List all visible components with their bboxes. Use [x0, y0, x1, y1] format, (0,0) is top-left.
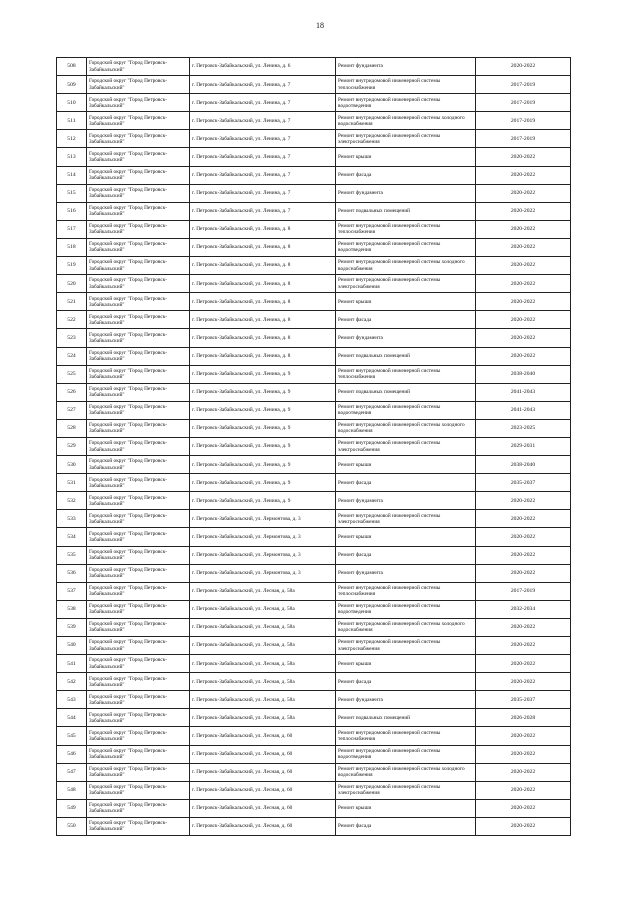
table-row — [57, 564, 571, 582]
municipality-cell: Городской округ "Город Петровск-Забайкальский" — [87, 202, 190, 220]
table-row — [57, 166, 571, 184]
work-type-cell: Ремонт фасада — [336, 474, 476, 492]
municipality-cell: Городской округ "Город Петровск-Забайкальский" — [87, 618, 190, 636]
row-number: 539 — [57, 618, 87, 636]
row-number: 548 — [57, 781, 87, 799]
address-cell: г. Петровск-Забайкальский, ул. Ленина, д. 7 — [190, 184, 336, 202]
work-type-cell: Ремонт фундамента — [336, 184, 476, 202]
work-type-cell: Ремонт внутридомовой инженерной системы теплоснабжения — [336, 76, 476, 94]
period-cell: 2029-2031 — [476, 437, 571, 455]
municipality-cell: Городской округ "Город Петровск-Забайкальский" — [87, 329, 190, 347]
table-row — [57, 655, 571, 673]
address-cell: г. Петровск-Забайкальский, ул. Ленина, д. 8 — [190, 311, 336, 329]
table-row — [57, 745, 571, 763]
municipality-cell: Городской округ "Город Петровск-Забайкальский" — [87, 238, 190, 256]
row-number: 541 — [57, 655, 87, 673]
table-row — [57, 546, 571, 564]
work-type-cell: Ремонт внутридомовой инженерной системы холодного водоснабжения — [336, 763, 476, 781]
address-cell: г. Петровск-Забайкальский, ул. Лесная, д. 60 — [190, 781, 336, 799]
address-cell: г. Петровск-Забайкальский, ул. Лесная, д. 58а — [190, 673, 336, 691]
work-type-cell: Ремонт внутридомовой инженерной системы холодного водоснабжения — [336, 419, 476, 437]
period-cell: 2017-2019 — [476, 94, 571, 112]
municipality-cell: Городской округ "Город Петровск-Забайкальский" — [87, 94, 190, 112]
row-number: 535 — [57, 546, 87, 564]
address-cell: г. Петровск-Забайкальский, ул. Ленина, д. 7 — [190, 112, 336, 130]
work-type-cell: Ремонт подвальных помещений — [336, 383, 476, 401]
municipality-cell: Городской округ "Город Петровск-Забайкальский" — [87, 257, 190, 275]
page-number: 18 — [316, 21, 324, 30]
table-row — [57, 600, 571, 618]
municipality-cell: Городской округ "Город Петровск-Забайкальский" — [87, 799, 190, 817]
municipality-cell: Городской округ "Город Петровск-Забайкальский" — [87, 293, 190, 311]
address-cell: г. Петровск-Забайкальский, ул. Лермонтова, д. 3 — [190, 564, 336, 582]
period-cell: 2041-2043 — [476, 401, 571, 419]
period-cell: 2020-2022 — [476, 618, 571, 636]
row-number: 537 — [57, 582, 87, 600]
period-cell: 2017-2019 — [476, 112, 571, 130]
row-number: 519 — [57, 257, 87, 275]
table-row — [57, 329, 571, 347]
period-cell: 2020-2022 — [476, 293, 571, 311]
municipality-cell: Городской округ "Город Петровск-Забайкальский" — [87, 781, 190, 799]
work-type-cell: Ремонт внутридомовой инженерной системы теплоснабжения — [336, 220, 476, 238]
work-type-cell: Ремонт внутридомовой инженерной системы водоотведения — [336, 238, 476, 256]
work-type-cell: Ремонт фундамента — [336, 564, 476, 582]
row-number: 508 — [57, 58, 87, 76]
address-cell: г. Петровск-Забайкальский, ул. Ленина, д. 6 — [190, 58, 336, 76]
period-cell: 2020-2022 — [476, 220, 571, 238]
row-number: 538 — [57, 600, 87, 618]
row-number: 514 — [57, 166, 87, 184]
table-row — [57, 582, 571, 600]
address-cell: г. Петровск-Забайкальский, ул. Лесная, д. 58а — [190, 600, 336, 618]
address-cell: г. Петровск-Забайкальский, ул. Ленина, д. 7 — [190, 202, 336, 220]
municipality-cell: Городской округ "Город Петровск-Забайкальский" — [87, 148, 190, 166]
address-cell: г. Петровск-Забайкальский, ул. Лесная, д. 60 — [190, 727, 336, 745]
period-cell: 2020-2022 — [476, 329, 571, 347]
address-cell: г. Петровск-Забайкальский, ул. Ленина, д. 7 — [190, 148, 336, 166]
row-number: 517 — [57, 220, 87, 238]
municipality-cell: Городской округ "Город Петровск-Забайкальский" — [87, 220, 190, 238]
table-row — [57, 727, 571, 745]
table-row — [57, 618, 571, 636]
row-number: 547 — [57, 763, 87, 781]
address-cell: г. Петровск-Забайкальский, ул. Ленина, д. 8 — [190, 257, 336, 275]
row-number: 532 — [57, 492, 87, 510]
address-cell: г. Петровск-Забайкальский, ул. Лесная, д. 58а — [190, 618, 336, 636]
table-row — [57, 763, 571, 781]
row-number: 511 — [57, 112, 87, 130]
work-type-cell: Ремонт внутридомовой инженерной системы водоотведения — [336, 745, 476, 763]
row-number: 530 — [57, 456, 87, 474]
municipality-cell: Городской округ "Город Петровск-Забайкальский" — [87, 275, 190, 293]
period-cell: 2020-2022 — [476, 817, 571, 835]
period-cell: 2038-2040 — [476, 456, 571, 474]
municipality-cell: Городской округ "Город Петровск-Забайкальский" — [87, 184, 190, 202]
row-number: 520 — [57, 275, 87, 293]
work-type-cell: Ремонт крыши — [336, 528, 476, 546]
municipality-cell: Городской округ "Город Петровск-Забайкальский" — [87, 437, 190, 455]
work-type-cell: Ремонт фасада — [336, 817, 476, 835]
address-cell: г. Петровск-Забайкальский, ул. Лесная, д. 58а — [190, 637, 336, 655]
work-type-cell: Ремонт внутридомовой инженерной системы электроснабжения — [336, 781, 476, 799]
municipality-cell: Городской округ "Город Петровск-Забайкальский" — [87, 456, 190, 474]
work-type-cell: Ремонт крыши — [336, 655, 476, 673]
table-row — [57, 637, 571, 655]
period-cell: 2020-2022 — [476, 745, 571, 763]
row-number: 534 — [57, 528, 87, 546]
work-type-cell: Ремонт внутридомовой инженерной системы электроснабжения — [336, 275, 476, 293]
period-cell: 2032-2034 — [476, 600, 571, 618]
municipality-cell: Городской округ "Город Петровск-Забайкальский" — [87, 564, 190, 582]
table-row — [57, 76, 571, 94]
work-type-cell: Ремонт внутридомовой инженерной системы теплоснабжения — [336, 582, 476, 600]
municipality-cell: Городской округ "Город Петровск-Забайкальский" — [87, 637, 190, 655]
row-number: 523 — [57, 329, 87, 347]
municipality-cell: Городской округ "Город Петровск-Забайкальский" — [87, 311, 190, 329]
work-type-cell: Ремонт внутридомовой инженерной системы электроснабжения — [336, 637, 476, 655]
row-number: 527 — [57, 401, 87, 419]
work-type-cell: Ремонт фасада — [336, 166, 476, 184]
work-type-cell: Ремонт крыши — [336, 148, 476, 166]
address-cell: г. Петровск-Забайкальский, ул. Ленина, д. 8 — [190, 347, 336, 365]
municipality-cell: Городской округ "Город Петровск-Забайкальский" — [87, 383, 190, 401]
address-cell: г. Петровск-Забайкальский, ул. Лесная, д. 58а — [190, 582, 336, 600]
municipality-cell: Городской округ "Город Петровск-Забайкальский" — [87, 474, 190, 492]
municipality-cell: Городской округ "Город Петровск-Забайкальский" — [87, 546, 190, 564]
work-type-cell: Ремонт внутридомовой инженерной системы холодного водоснабжения — [336, 112, 476, 130]
address-cell: г. Петровск-Забайкальский, ул. Лесная, д. 58а — [190, 709, 336, 727]
address-cell: г. Петровск-Забайкальский, ул. Ленина, д. 9 — [190, 383, 336, 401]
address-cell: г. Петровск-Забайкальский, ул. Лесная, д. 60 — [190, 763, 336, 781]
address-cell: г. Петровск-Забайкальский, ул. Ленина, д. 8 — [190, 329, 336, 347]
table-row — [57, 456, 571, 474]
table-row — [57, 437, 571, 455]
work-type-cell: Ремонт крыши — [336, 293, 476, 311]
address-cell: г. Петровск-Забайкальский, ул. Лермонтова, д. 3 — [190, 510, 336, 528]
row-number: 522 — [57, 311, 87, 329]
municipality-cell: Городской округ "Город Петровск-Забайкальский" — [87, 673, 190, 691]
table-row — [57, 257, 571, 275]
work-type-cell: Ремонт крыши — [336, 799, 476, 817]
municipality-cell: Городской округ "Город Петровск-Забайкальский" — [87, 419, 190, 437]
work-type-cell: Ремонт внутридомовой инженерной системы водоотведения — [336, 600, 476, 618]
municipality-cell: Городской округ "Город Петровск-Забайкальский" — [87, 112, 190, 130]
address-cell: г. Петровск-Забайкальский, ул. Лесная, д. 60 — [190, 817, 336, 835]
table-row — [57, 510, 571, 528]
row-number: 542 — [57, 673, 87, 691]
row-number: 518 — [57, 238, 87, 256]
row-number: 531 — [57, 474, 87, 492]
municipality-cell: Городской округ "Город Петровск-Забайкальский" — [87, 492, 190, 510]
address-cell: г. Петровск-Забайкальский, ул. Ленина, д. 9 — [190, 401, 336, 419]
address-cell: г. Петровск-Забайкальский, ул. Ленина, д. 7 — [190, 76, 336, 94]
period-cell: 2020-2022 — [476, 564, 571, 582]
row-number: 546 — [57, 745, 87, 763]
period-cell: 2017-2019 — [476, 582, 571, 600]
address-cell: г. Петровск-Забайкальский, ул. Ленина, д. 9 — [190, 456, 336, 474]
municipality-cell: Городской округ "Город Петровск-Забайкальский" — [87, 727, 190, 745]
municipality-cell: Городской округ "Город Петровск-Забайкальский" — [87, 582, 190, 600]
municipality-cell: Городской округ "Город Петровск-Забайкальский" — [87, 365, 190, 383]
row-number: 513 — [57, 148, 87, 166]
table-row — [57, 817, 571, 835]
work-type-cell: Ремонт внутридомовой инженерной системы теплоснабжения — [336, 727, 476, 745]
table-row — [57, 673, 571, 691]
work-type-cell: Ремонт фундамента — [336, 691, 476, 709]
row-number: 550 — [57, 817, 87, 835]
period-cell: 2020-2022 — [476, 799, 571, 817]
municipality-cell: Городской округ "Город Петровск-Забайкальский" — [87, 401, 190, 419]
period-cell: 2023-2025 — [476, 419, 571, 437]
period-cell: 2035-2037 — [476, 691, 571, 709]
work-type-cell: Ремонт внутридомовой инженерной системы холодного водоснабжения — [336, 618, 476, 636]
table-row — [57, 383, 571, 401]
period-cell: 2041-2043 — [476, 383, 571, 401]
row-number: 529 — [57, 437, 87, 455]
row-number: 512 — [57, 130, 87, 148]
table-row — [57, 799, 571, 817]
address-cell: г. Петровск-Забайкальский, ул. Лесная, д. 58а — [190, 691, 336, 709]
period-cell: 2020-2022 — [476, 637, 571, 655]
row-number: 545 — [57, 727, 87, 745]
period-cell: 2017-2019 — [476, 76, 571, 94]
address-cell: г. Петровск-Забайкальский, ул. Ленина, д. 9 — [190, 365, 336, 383]
address-cell: г. Петровск-Забайкальский, ул. Ленина, д. 9 — [190, 492, 336, 510]
period-cell: 2020-2022 — [476, 673, 571, 691]
table-row — [57, 130, 571, 148]
period-cell: 2020-2022 — [476, 184, 571, 202]
period-cell: 2020-2022 — [476, 727, 571, 745]
period-cell: 2020-2022 — [476, 202, 571, 220]
row-number: 543 — [57, 691, 87, 709]
address-cell: г. Петровск-Забайкальский, ул. Ленина, д. 8 — [190, 220, 336, 238]
table-row — [57, 311, 571, 329]
period-cell: 2020-2022 — [476, 528, 571, 546]
address-cell: г. Петровск-Забайкальский, ул. Ленина, д. 8 — [190, 275, 336, 293]
row-number: 515 — [57, 184, 87, 202]
table-row — [57, 293, 571, 311]
work-type-cell: Ремонт подвальных помещений — [336, 347, 476, 365]
row-number: 510 — [57, 94, 87, 112]
work-type-cell: Ремонт подвальных помещений — [336, 202, 476, 220]
row-number: 525 — [57, 365, 87, 383]
row-number: 549 — [57, 799, 87, 817]
address-cell: г. Петровск-Забайкальский, ул. Ленина, д. 7 — [190, 166, 336, 184]
work-type-cell: Ремонт внутридомовой инженерной системы теплоснабжения — [336, 365, 476, 383]
municipality-cell: Городской округ "Город Петровск-Забайкальский" — [87, 709, 190, 727]
table-row — [57, 474, 571, 492]
municipality-cell: Городской округ "Город Петровск-Забайкальский" — [87, 510, 190, 528]
address-cell: г. Петровск-Забайкальский, ул. Лесная, д. 60 — [190, 799, 336, 817]
period-cell: 2020-2022 — [476, 148, 571, 166]
address-cell: г. Петровск-Забайкальский, ул. Лесная, д. 60 — [190, 745, 336, 763]
municipality-cell: Городской округ "Город Петровск-Забайкальский" — [87, 130, 190, 148]
address-cell: г. Петровск-Забайкальский, ул. Лермонтова, д. 3 — [190, 546, 336, 564]
period-cell: 2026-2028 — [476, 709, 571, 727]
work-type-cell: Ремонт фундамента — [336, 492, 476, 510]
address-cell: г. Петровск-Забайкальский, ул. Лермонтова, д. 3 — [190, 528, 336, 546]
row-number: 540 — [57, 637, 87, 655]
table-row — [57, 275, 571, 293]
row-number: 528 — [57, 419, 87, 437]
table-row — [57, 781, 571, 799]
period-cell: 2020-2022 — [476, 238, 571, 256]
period-cell: 2020-2022 — [476, 546, 571, 564]
work-type-cell: Ремонт фасада — [336, 673, 476, 691]
table-row — [57, 347, 571, 365]
work-type-cell: Ремонт внутридомовой инженерной системы холодного водоснабжения — [336, 257, 476, 275]
row-number: 509 — [57, 76, 87, 94]
work-type-cell: Ремонт внутридомовой инженерной системы электроснабжения — [336, 510, 476, 528]
table-row — [57, 148, 571, 166]
row-number: 524 — [57, 347, 87, 365]
period-cell: 2020-2022 — [476, 275, 571, 293]
period-cell: 2020-2022 — [476, 311, 571, 329]
table-row — [57, 365, 571, 383]
municipality-cell: Городской округ "Город Петровск-Забайкальский" — [87, 763, 190, 781]
address-cell: г. Петровск-Забайкальский, ул. Ленина, д. 9 — [190, 419, 336, 437]
period-cell: 2038-2040 — [476, 365, 571, 383]
table-row — [57, 184, 571, 202]
period-cell: 2020-2022 — [476, 347, 571, 365]
address-cell: г. Петровск-Забайкальский, ул. Ленина, д. 9 — [190, 437, 336, 455]
municipality-cell: Городской округ "Город Петровск-Забайкальский" — [87, 347, 190, 365]
work-type-cell: Ремонт внутридомовой инженерной системы электроснабжения — [336, 437, 476, 455]
table-row — [57, 691, 571, 709]
address-cell: г. Петровск-Забайкальский, ул. Ленина, д. 7 — [190, 130, 336, 148]
work-type-cell: Ремонт фундамента — [336, 58, 476, 76]
period-cell: 2020-2022 — [476, 492, 571, 510]
table-row — [57, 202, 571, 220]
municipality-cell: Городской округ "Город Петровск-Забайкальский" — [87, 76, 190, 94]
municipality-cell: Городской округ "Город Петровск-Забайкальский" — [87, 600, 190, 618]
table-row — [57, 528, 571, 546]
work-type-cell: Ремонт фундамента — [336, 329, 476, 347]
address-cell: г. Петровск-Забайкальский, ул. Ленина, д. 8 — [190, 293, 336, 311]
municipality-cell: Городской округ "Город Петровск-Забайкальский" — [87, 745, 190, 763]
work-type-cell: Ремонт крыши — [336, 456, 476, 474]
row-number: 521 — [57, 293, 87, 311]
address-cell: г. Петровск-Забайкальский, ул. Ленина, д. 9 — [190, 474, 336, 492]
table-row — [57, 492, 571, 510]
table-row — [57, 58, 571, 76]
row-number: 544 — [57, 709, 87, 727]
period-cell: 2020-2022 — [476, 257, 571, 275]
work-type-cell: Ремонт фасада — [336, 311, 476, 329]
work-type-cell: Ремонт внутридомовой инженерной системы электроснабжения — [336, 130, 476, 148]
register-table-body — [57, 58, 571, 836]
period-cell: 2020-2022 — [476, 510, 571, 528]
table-row — [57, 401, 571, 419]
work-type-cell: Ремонт внутридомовой инженерной системы водоотведения — [336, 401, 476, 419]
address-cell: г. Петровск-Забайкальский, ул. Ленина, д. 8 — [190, 238, 336, 256]
municipality-cell: Городской округ "Город Петровск-Забайкальский" — [87, 166, 190, 184]
table-row — [57, 238, 571, 256]
table-row — [57, 220, 571, 238]
table-row — [57, 94, 571, 112]
period-cell: 2035-2037 — [476, 474, 571, 492]
work-type-cell: Ремонт внутридомовой инженерной системы водоотведения — [336, 94, 476, 112]
table-row — [57, 419, 571, 437]
municipality-cell: Городской округ "Город Петровск-Забайкальский" — [87, 655, 190, 673]
row-number: 526 — [57, 383, 87, 401]
period-cell: 2020-2022 — [476, 781, 571, 799]
period-cell: 2020-2022 — [476, 763, 571, 781]
municipality-cell: Городской округ "Город Петровск-Забайкальский" — [87, 691, 190, 709]
municipality-cell: Городской округ "Город Петровск-Забайкальский" — [87, 817, 190, 835]
period-cell: 2020-2022 — [476, 58, 571, 76]
table-row — [57, 112, 571, 130]
municipality-cell: Городской округ "Город Петровск-Забайкальский" — [87, 528, 190, 546]
row-number: 516 — [57, 202, 87, 220]
address-cell: г. Петровск-Забайкальский, ул. Лесная, д. 58а — [190, 655, 336, 673]
period-cell: 2020-2022 — [476, 166, 571, 184]
register-table — [56, 57, 571, 836]
municipality-cell: Городской округ "Город Петровск-Забайкальский" — [87, 58, 190, 76]
period-cell: 2020-2022 — [476, 655, 571, 673]
work-type-cell: Ремонт фасада — [336, 546, 476, 564]
row-number: 536 — [57, 564, 87, 582]
period-cell: 2017-2019 — [476, 130, 571, 148]
work-type-cell: Ремонт подвальных помещений — [336, 709, 476, 727]
row-number: 533 — [57, 510, 87, 528]
address-cell: г. Петровск-Забайкальский, ул. Ленина, д. 7 — [190, 94, 336, 112]
table-row — [57, 709, 571, 727]
